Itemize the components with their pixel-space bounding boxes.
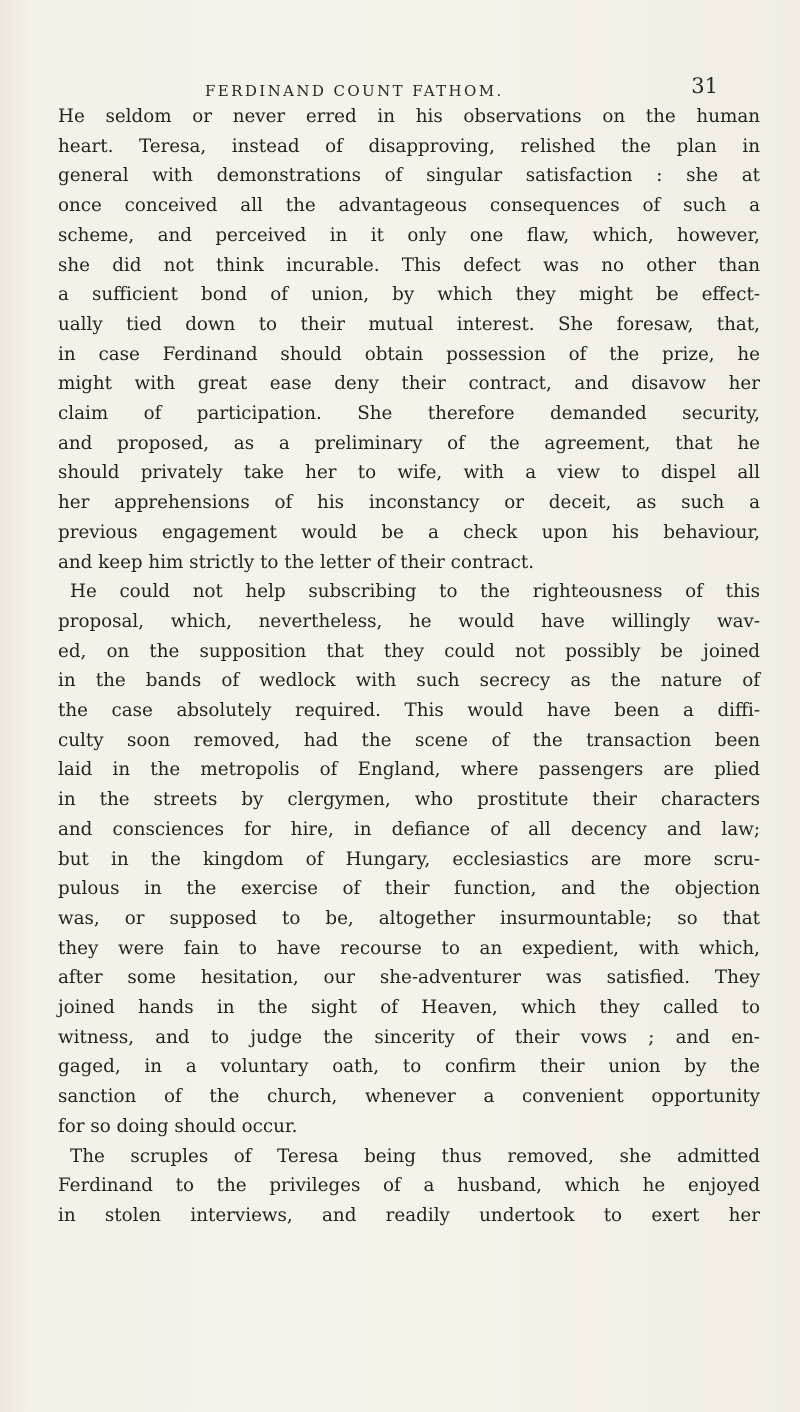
text-line: in the streets by clergymen, who prostitute their characters bbox=[58, 789, 760, 811]
text-line: might with great ease deny their contract, and disavow her bbox=[58, 373, 760, 395]
text-line: witness, and to judge the sincerity of their vows ; and en- bbox=[58, 1026, 760, 1048]
text-line: in case Ferdinand should obtain possession of the prize, he bbox=[58, 343, 760, 365]
text-line: after some hesitation, our she-adventurer was satisfied. They bbox=[58, 967, 760, 989]
text-line: a sufficient bond of union, by which they might be effect- bbox=[58, 284, 760, 306]
text-line: laid in the metropolis of England, where passengers are plied bbox=[58, 759, 760, 781]
text-line: in stolen interviews, and readily undertook to exert her bbox=[58, 1204, 760, 1226]
text-line: joined hands in the sight of Heaven, which they called to bbox=[58, 997, 760, 1018]
text-line: previous engagement would be a check upon his behaviour, bbox=[58, 521, 760, 543]
text-line: and consciences for hire, in defiance of all decency and law; bbox=[58, 818, 760, 840]
text-line: He seldom or never erred in his observations on the human bbox=[58, 106, 760, 127]
text-line: but in the kingdom of Hungary, ecclesiastics are more scru- bbox=[58, 848, 760, 870]
text-line: she did not think incurable. This defect was no other than bbox=[58, 254, 760, 276]
text-line: should privately take her to wife, with a view to dispel all bbox=[58, 462, 760, 484]
text-line: in the bands of wedlock with such secrecy as the nature of bbox=[58, 670, 760, 692]
text-line: Ferdinand to the privileges of a husband, which he enjoyed bbox=[58, 1175, 760, 1197]
text-line: proposal, which, nevertheless, he would have willingly wav- bbox=[58, 610, 760, 632]
text-line: her apprehensions of his inconstancy or deceit, as such a bbox=[58, 492, 760, 514]
text-line: claim of participation. She therefore demanded security, bbox=[58, 403, 760, 424]
page-header bbox=[0, 72, 800, 102]
running-head: FERDINAND COUNT FATHOM. bbox=[205, 82, 504, 100]
text-line: and proposed, as a preliminary of the agreement, that he bbox=[58, 432, 760, 454]
text-line: sanction of the church, whenever a convenient opportunity bbox=[58, 1086, 760, 1108]
text-line: they were fain to have recourse to an expedient, with which, bbox=[58, 937, 760, 959]
text-line: culty soon removed, had the scene of the transaction been bbox=[58, 729, 760, 751]
text-line: for so doing should occur. bbox=[58, 1115, 298, 1137]
text-line: The scruples of Teresa being thus removed, she admitted bbox=[70, 1145, 760, 1167]
text-line: the case absolutely required. This would have been a diffi- bbox=[58, 700, 760, 721]
body-text bbox=[0, 102, 800, 1382]
text-line: general with demonstrations of singular satisfaction : she at bbox=[58, 165, 760, 187]
page-number: 31 bbox=[691, 74, 718, 98]
text-line: gaged, in a voluntary oath, to confirm their union by the bbox=[58, 1056, 760, 1078]
text-line: once conceived all the advantageous consequences of such a bbox=[58, 195, 760, 217]
text-line: heart. Teresa, instead of disapproving, relished the plan in bbox=[58, 135, 760, 157]
text-line: scheme, and perceived in it only one flaw, which, however, bbox=[58, 224, 760, 246]
text-line: pulous in the exercise of their function, and the objection bbox=[58, 878, 760, 900]
text-line: and keep him strictly to the letter of their contract. bbox=[58, 551, 535, 573]
text-line: He could not help subscribing to the righteousness of this bbox=[70, 581, 760, 603]
text-line: ed, on the supposition that they could not possibly be joined bbox=[58, 640, 760, 662]
text-line: ually tied down to their mutual interest. She foresaw, that, bbox=[58, 313, 760, 335]
text-line: was, or supposed to be, altogether insurmountable; so that bbox=[58, 907, 760, 929]
